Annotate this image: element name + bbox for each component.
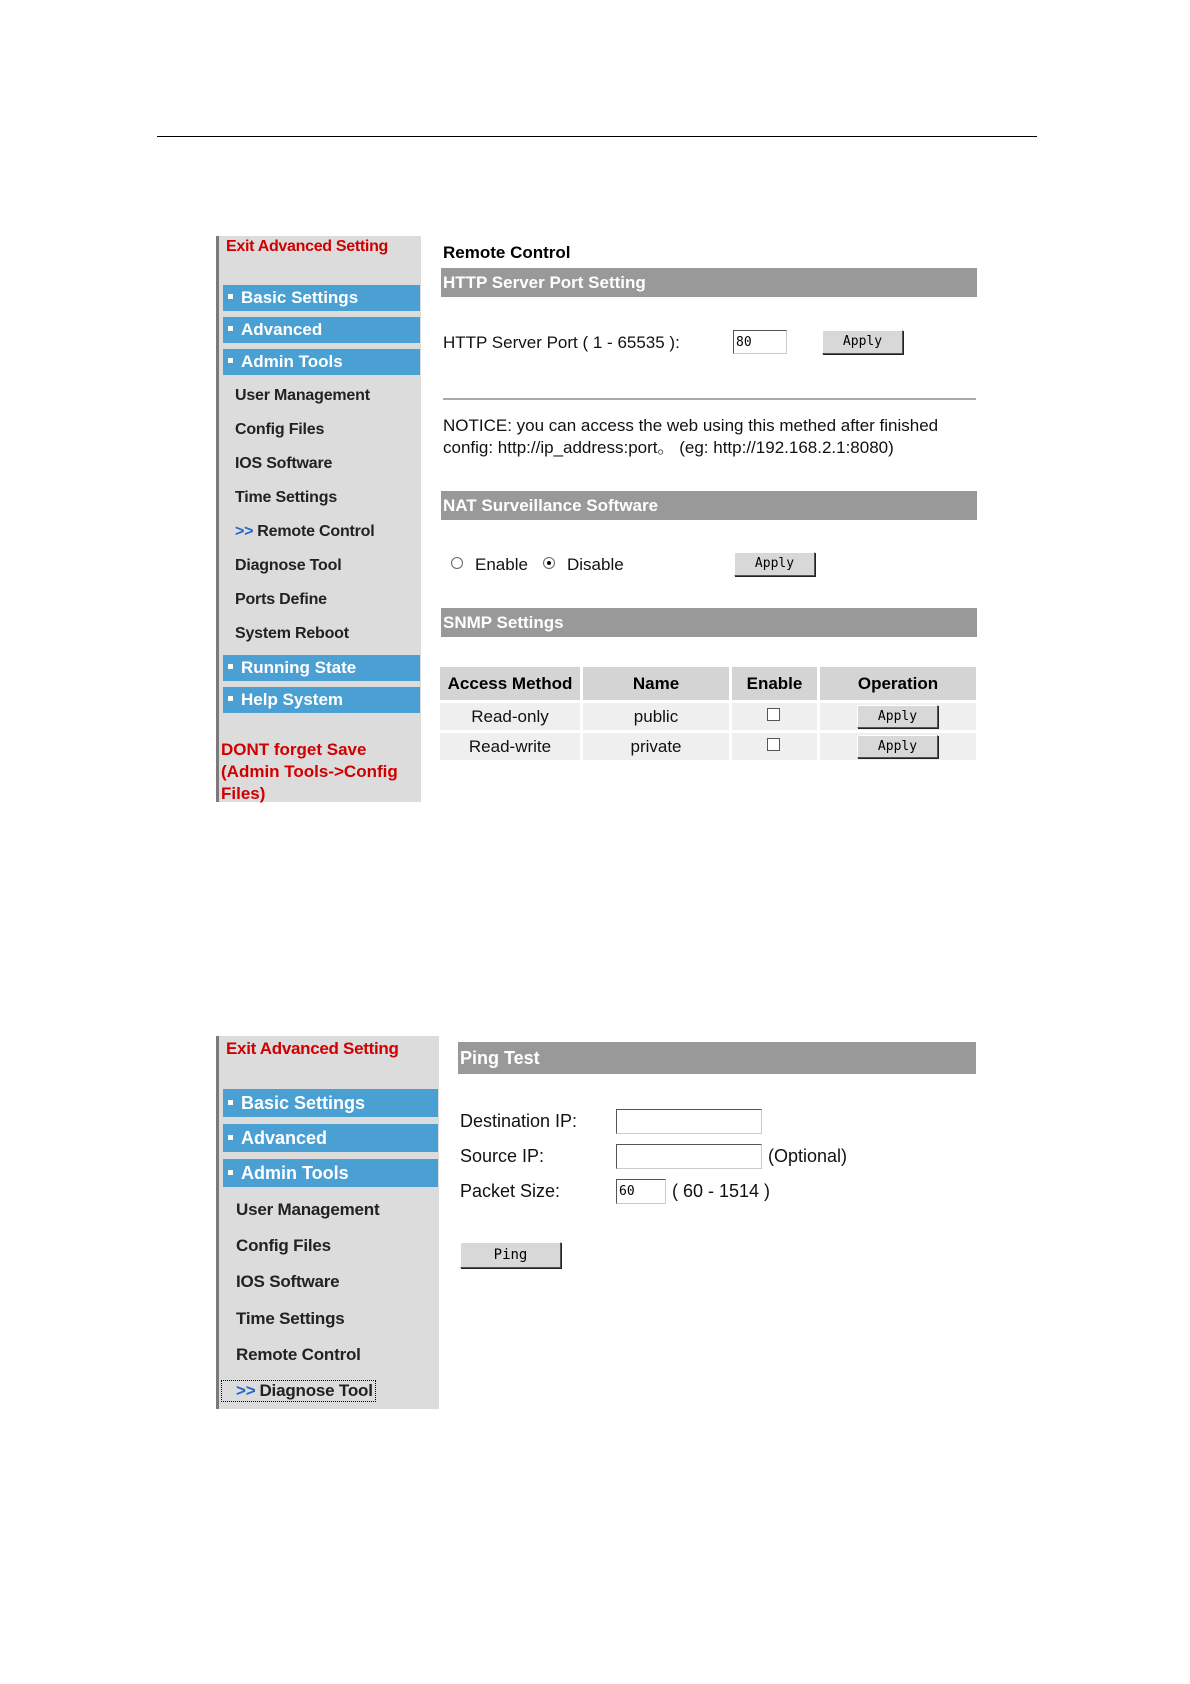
destination-ip-label: Destination IP: bbox=[460, 1111, 578, 1131]
exit-advanced-setting-link[interactable]: Exit Advanced Setting bbox=[226, 1039, 399, 1058]
sidebar-item-user-management[interactable]: User Management bbox=[235, 387, 370, 404]
current-page-arrow-icon: >> bbox=[235, 523, 254, 540]
sidebar-item-diagnose-tool[interactable]: Diagnose Tool bbox=[235, 557, 342, 574]
bullet-icon bbox=[228, 664, 233, 669]
sidebar-item-time-settings[interactable]: Time Settings bbox=[236, 1309, 345, 1328]
sidebar-item-remote-control[interactable]: Remote Control bbox=[236, 1345, 361, 1364]
destination-ip-input[interactable] bbox=[616, 1109, 762, 1134]
section-header-http-server-port: HTTP Server Port Setting bbox=[441, 268, 977, 297]
nat-enable-label: Enable bbox=[475, 555, 528, 574]
current-page-arrow-icon: >> bbox=[236, 1381, 256, 1400]
sidebar-item-time-settings[interactable]: Time Settings bbox=[235, 489, 338, 506]
http-server-port-input[interactable] bbox=[733, 330, 787, 354]
snmp-header-operation: Operation bbox=[820, 667, 976, 700]
sidebar-section-help-system[interactable]: Help System bbox=[223, 687, 420, 713]
snmp-row-2-enable-checkbox[interactable] bbox=[767, 738, 780, 751]
http-port-apply-button[interactable]: Apply bbox=[822, 330, 903, 354]
section-header-snmp-settings: SNMP Settings bbox=[441, 608, 977, 637]
sidebar-section-running-state[interactable]: Running State bbox=[223, 655, 420, 681]
snmp-row-1-operation-cell bbox=[820, 703, 976, 730]
packet-size-range-label: ( 60 - 1514 ) bbox=[672, 1181, 771, 1201]
sidebar-section-advanced[interactable]: Advanced bbox=[223, 317, 420, 343]
http-server-port-label: HTTP Server Port ( 1 - 65535 ): bbox=[443, 333, 680, 352]
nat-apply-button[interactable]: Apply bbox=[734, 552, 815, 576]
sidebar-item-system-reboot[interactable]: System Reboot bbox=[235, 625, 349, 642]
snmp-row-1-name: public bbox=[583, 703, 729, 730]
source-ip-optional-label: (Optional) bbox=[768, 1146, 848, 1166]
snmp-header-enable: Enable bbox=[732, 667, 817, 700]
notice-line-1: NOTICE: you can access the web using this methed after finished bbox=[443, 416, 939, 435]
section-header-nat-surveillance: NAT Surveillance Software bbox=[441, 491, 977, 520]
sidebar-section-basic-settings[interactable]: Basic Settings bbox=[223, 1089, 438, 1117]
bullet-icon bbox=[228, 294, 233, 299]
sidebar-item-ios-software[interactable]: IOS Software bbox=[235, 455, 333, 472]
page-header-rule bbox=[157, 136, 1037, 137]
snmp-row-2-method: Read-write bbox=[440, 733, 580, 760]
nat-disable-label: Disable bbox=[567, 555, 624, 574]
sidebar-remote-control bbox=[216, 236, 421, 802]
bullet-icon bbox=[228, 696, 233, 701]
sidebar-section-basic-settings[interactable]: Basic Settings bbox=[223, 285, 420, 311]
nat-enable-radio[interactable] bbox=[451, 557, 463, 569]
snmp-row-1-method: Read-only bbox=[440, 703, 580, 730]
source-ip-label: Source IP: bbox=[460, 1146, 545, 1166]
bullet-icon bbox=[228, 1135, 233, 1140]
bullet-icon bbox=[228, 358, 233, 363]
ping-button[interactable]: Ping bbox=[460, 1242, 561, 1268]
notice-text bbox=[443, 415, 983, 459]
notice-line-2: config: http://ip_address:port。 (eg: http://192.168.2.1:8080) bbox=[443, 438, 894, 457]
exit-advanced-setting-link[interactable]: Exit Advanced Setting bbox=[226, 238, 389, 255]
snmp-row-1-enable-cell bbox=[732, 703, 817, 730]
page-title: Remote Control bbox=[443, 243, 571, 262]
source-ip-input[interactable] bbox=[616, 1144, 762, 1169]
snmp-row-2-name: private bbox=[583, 733, 729, 760]
packet-size-label: Packet Size: bbox=[460, 1181, 561, 1201]
nat-disable-radio[interactable] bbox=[543, 557, 555, 569]
bullet-icon bbox=[228, 1100, 233, 1105]
packet-size-input[interactable] bbox=[616, 1179, 666, 1204]
sidebar-section-advanced[interactable]: Advanced bbox=[223, 1124, 438, 1152]
save-reminder-note: DONT forget Save (Admin Tools->Config Files) bbox=[221, 740, 398, 803]
sidebar-item-ports-define[interactable]: Ports Define bbox=[235, 591, 327, 608]
sidebar-section-admin-tools[interactable]: Admin Tools bbox=[223, 349, 420, 375]
sidebar-item-config-files[interactable]: Config Files bbox=[236, 1236, 331, 1255]
snmp-row-1-apply-button[interactable]: Apply bbox=[857, 705, 938, 728]
sidebar-item-diagnose-tool[interactable]: >> Diagnose Tool bbox=[222, 1381, 375, 1401]
sidebar-item-user-management[interactable]: User Management bbox=[236, 1200, 380, 1219]
snmp-header-name: Name bbox=[583, 667, 729, 700]
sidebar-section-admin-tools[interactable]: Admin Tools bbox=[223, 1159, 438, 1187]
sidebar-diagnose-tool bbox=[216, 1036, 439, 1409]
section-divider bbox=[443, 398, 976, 400]
bullet-icon bbox=[228, 326, 233, 331]
snmp-header-access-method: Access Method bbox=[440, 667, 580, 700]
sidebar-item-config-files[interactable]: Config Files bbox=[235, 421, 325, 438]
snmp-row-2-operation-cell bbox=[820, 733, 976, 760]
snmp-row-2-apply-button[interactable]: Apply bbox=[857, 735, 938, 758]
section-header-ping-test: Ping Test bbox=[458, 1042, 976, 1074]
bullet-icon bbox=[228, 1170, 233, 1175]
sidebar-item-remote-control[interactable]: >> Remote Control bbox=[235, 523, 375, 540]
sidebar-item-ios-software[interactable]: IOS Software bbox=[236, 1272, 340, 1291]
snmp-row-2-enable-cell bbox=[732, 733, 817, 760]
snmp-row-1-enable-checkbox[interactable] bbox=[767, 708, 780, 721]
